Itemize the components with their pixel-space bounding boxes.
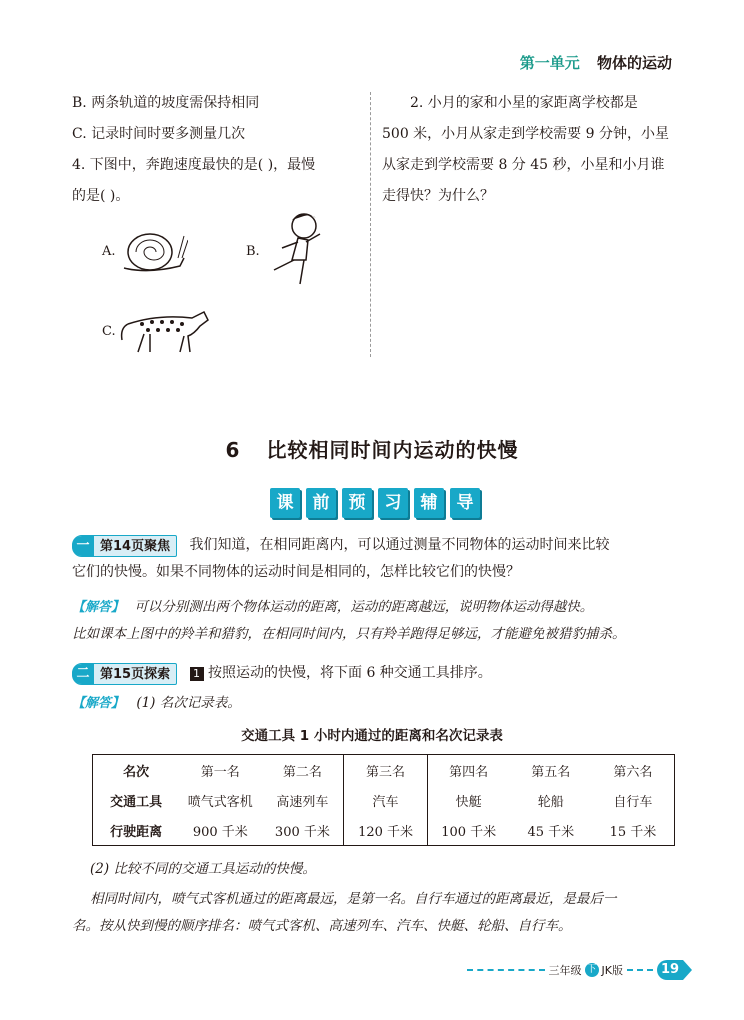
table-row bbox=[93, 785, 675, 815]
focus-tag-text: 第14页聚焦 bbox=[100, 538, 171, 554]
table-cell: 45 千米 bbox=[527, 824, 575, 840]
banner-char: 习 bbox=[378, 488, 408, 518]
focus-text-1: 我们知道，在相同距离内，可以通过测量不同物体的运动时间来比较 bbox=[189, 537, 610, 553]
table-cell: 100 千米 bbox=[427, 815, 510, 846]
table-cell: 汽车 bbox=[344, 785, 427, 815]
option-c-label: C. bbox=[102, 324, 116, 339]
footer-term: 下 bbox=[586, 964, 597, 975]
explore-text: 按照运动的快慢，将下面 6 种交通工具排序。 bbox=[208, 665, 492, 681]
question-2-line3: 从家走到学校需要 8 分 45 秒，小星和小月谁 bbox=[382, 157, 665, 173]
footer-edition: JK版 bbox=[601, 964, 623, 977]
table-cell: 行驶距离 bbox=[110, 824, 163, 840]
answer-2-label: 【解答】 bbox=[72, 696, 125, 711]
table-cell: 轮船 bbox=[537, 794, 564, 810]
answer-1-block bbox=[72, 594, 692, 648]
banner-char: 辅 bbox=[414, 488, 444, 518]
table-row bbox=[93, 815, 675, 846]
part-2-text-2: 名。按从快到慢的顺序排名：喷气式客机、高速列车、汽车、快艇、轮船、自行车。 bbox=[72, 918, 572, 934]
banner-char: 课 bbox=[270, 488, 300, 518]
table-cell: 15 千米 bbox=[609, 824, 657, 840]
explore-tag-text: 第15页探索 bbox=[100, 666, 171, 682]
section-title bbox=[0, 434, 744, 463]
option-a-label: A. bbox=[102, 244, 116, 259]
page-number: 19 bbox=[657, 960, 683, 980]
leopard-illustration bbox=[118, 300, 212, 356]
ranking-table bbox=[92, 754, 675, 846]
focus-block bbox=[72, 532, 682, 586]
unit-label: 第一单元 bbox=[519, 54, 580, 72]
answer-2-block bbox=[72, 690, 241, 717]
table-title: 交通工具 1 小时内通过的距离和名次记录表 bbox=[241, 728, 503, 744]
focus-text-2: 它们的快慢。如果不同物体的运动时间是相同的，怎样比较它们的快慢？ bbox=[72, 564, 520, 580]
table-cell: 喷气式客机 bbox=[187, 794, 253, 810]
question-2-line1: 2. 小月的家和小星的家距离学校都是 bbox=[410, 95, 638, 111]
item-marker: 1 bbox=[190, 667, 204, 681]
page-header bbox=[520, 52, 672, 73]
focus-tag bbox=[72, 535, 177, 557]
table-cell: 120 千米 bbox=[344, 815, 427, 846]
option-c-text: C. 记录时间时要多测量几次 bbox=[72, 126, 246, 142]
table-cell: 第三名 bbox=[344, 755, 427, 786]
question-2-line4: 走得快？为什么？ bbox=[382, 188, 494, 204]
table-cell: 第五名 bbox=[531, 764, 571, 780]
snail-illustration bbox=[118, 222, 188, 274]
table-cell: 名次 bbox=[123, 764, 150, 780]
explore-tag-number: 二 bbox=[72, 664, 94, 684]
part-2-block bbox=[72, 886, 692, 940]
part-2-heading: (2) 比较不同的交通工具运动的快慢。 bbox=[90, 861, 316, 877]
section-title-text: 比较相同时间内运动的快慢 bbox=[266, 438, 519, 462]
footer-dash bbox=[627, 969, 653, 971]
table-row bbox=[93, 755, 675, 786]
page-arrow-icon bbox=[683, 960, 692, 980]
table-cell: 900 千米 bbox=[192, 824, 248, 840]
left-column bbox=[72, 88, 362, 212]
answer-1-label: 【解答】 bbox=[72, 600, 125, 615]
explore-block bbox=[72, 660, 682, 687]
focus-tag-number: 一 bbox=[72, 536, 94, 556]
question-4-line2: 的是( )。 bbox=[72, 188, 130, 204]
question-2-line2: 500 米，小月从家走到学校需要 9 分钟，小星 bbox=[382, 126, 669, 142]
section-number: 6 bbox=[225, 438, 241, 462]
table-cell: 第二名 bbox=[282, 764, 322, 780]
running-boy-illustration bbox=[262, 208, 328, 290]
table-cell: 300 千米 bbox=[274, 824, 330, 840]
table-cell: 第一名 bbox=[200, 764, 240, 780]
question-4-line1: 4. 下图中，奔跑速度最快的是( )，最慢 bbox=[72, 157, 316, 173]
banner-char: 预 bbox=[342, 488, 372, 518]
page-footer bbox=[467, 960, 692, 980]
banner-char: 前 bbox=[306, 488, 336, 518]
option-b-text: B. 两条轨道的坡度需保持相同 bbox=[72, 95, 260, 111]
table-cell: 高速列车 bbox=[276, 794, 329, 810]
table-cell: 交通工具 bbox=[110, 794, 163, 810]
table-cell: 快艇 bbox=[427, 785, 510, 815]
table-cell: 自行车 bbox=[613, 794, 653, 810]
preview-banner bbox=[270, 488, 480, 518]
table-cell: 第六名 bbox=[613, 764, 653, 780]
explore-tag bbox=[72, 663, 177, 685]
answer-2-text: (1) 名次记录表。 bbox=[136, 695, 241, 711]
answer-1-text-2: 比如课本上图中的羚羊和猎豹，在相同时间内，只有羚羊跑得足够远，才能避免被猎豹捕杀。 bbox=[72, 626, 626, 642]
right-column bbox=[382, 88, 682, 212]
footer-grade: 三年级 bbox=[548, 964, 582, 977]
footer-dash bbox=[467, 969, 545, 971]
unit-topic: 物体的运动 bbox=[596, 54, 672, 72]
part-2-text-1: 相同时间内，喷气式客机通过的距离最远，是第一名。自行车通过的距离最近，是最后一 bbox=[90, 891, 617, 907]
table-cell: 第四名 bbox=[427, 755, 510, 786]
answer-1-text-1: 可以分别测出两个物体运动的距离，运动的距离越远，说明物体运动得越快。 bbox=[134, 599, 594, 615]
column-divider bbox=[370, 92, 371, 357]
banner-char: 导 bbox=[450, 488, 480, 518]
option-b-label: B. bbox=[246, 244, 260, 259]
